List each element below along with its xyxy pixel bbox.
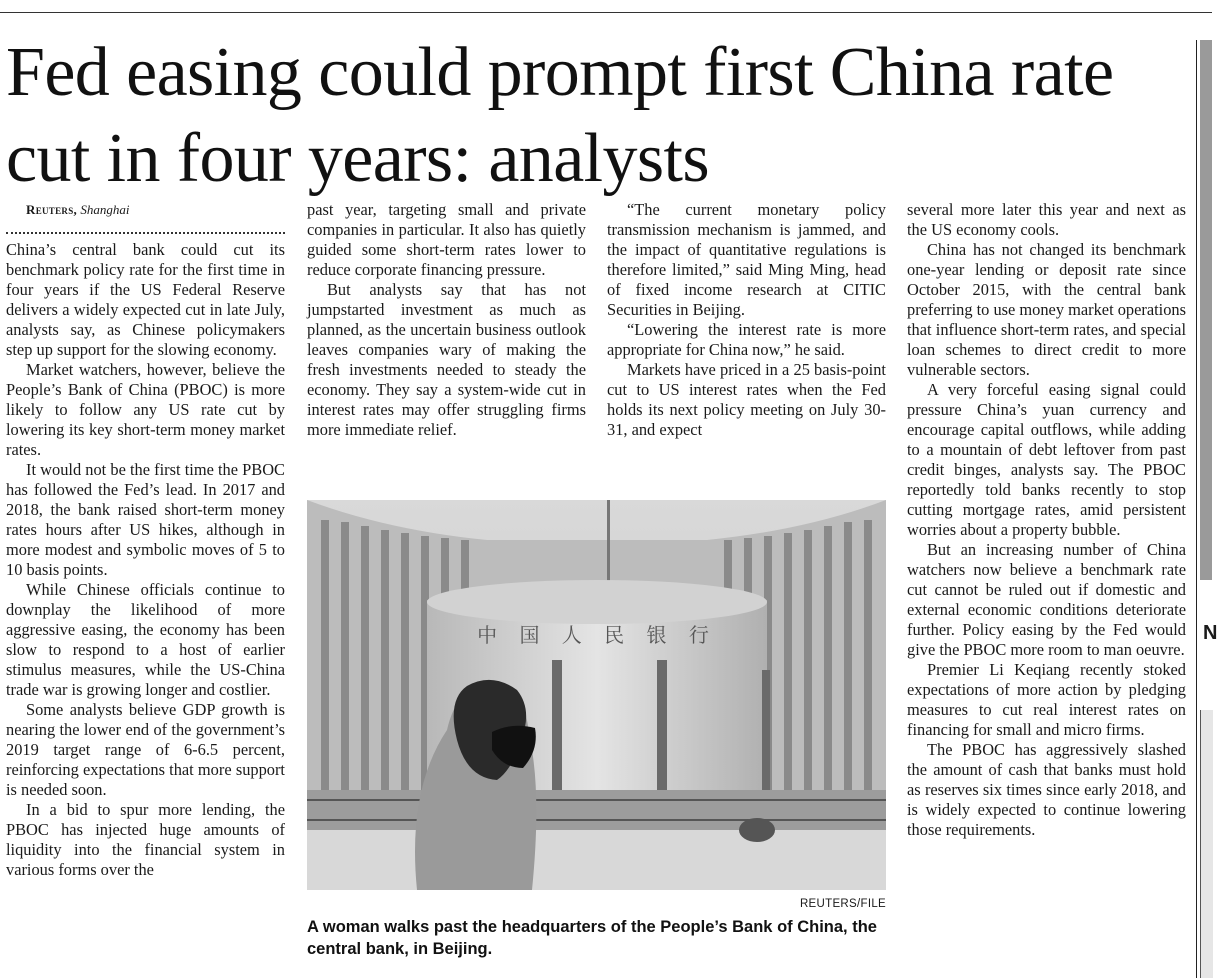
headline: Fed easing could prompt first China rate cut in four years: analysts [6, 34, 1114, 197]
text-column-3 [607, 200, 886, 440]
paragraph: It would not be the first time the PBOC has followed the Fed’s lead. In 2017 and 2018, the bank raised short-term money rates hours after US hikes, although in more modest and symbolic moves of 5 to 10 basis points. [6, 460, 285, 579]
paragraph: A very forceful easing signal could pressure China’s yuan currency and encourage capital outflows, while adding to a mountain of debt leftover from past credit binges, analysts say. The PBOC reportedly told banks recently to stop cutting mortgage rates, amid persistent worries about a property bubble. [907, 380, 1186, 539]
adjacent-page-strip [1200, 40, 1212, 580]
paragraph: But an increasing number of China watchers now believe a benchmark rate cut cannot be ruled out if domestic and external economic conditions deteriorate further. Policy easing by the Fed would give the PBOC more room to man oeuvre. [907, 540, 1186, 659]
paragraph: “The current monetary policy transmission mechanism is jammed, and the impact of quantitative regulations is therefore limited,” said Ming Ming, head of fixed income research at CITIC Securities in Beijing. [607, 200, 886, 319]
paragraph: But analysts say that has not jumpstarted investment as much as planned, as the uncertain business outlook leaves companies wary of making the fresh investments needed to steady the economy. They say a system-wide cut in interest rates may offer struggling firms more immediate relief. [307, 280, 586, 439]
paragraph: In a bid to spur more lending, the PBOC has injected huge amounts of liquidity into the financial system in various forms over the [6, 800, 285, 879]
dotted-separator [6, 222, 285, 234]
photo-caption: A woman walks past the headquarters of the People’s Bank of China, the central bank, in Beijing. [307, 918, 877, 958]
pboc-building-photo [307, 500, 886, 890]
paragraph: several more later this year and next as the US economy cools. [907, 200, 1186, 239]
text-column-2 [307, 200, 586, 440]
paragraph: Markets have priced in a 25 basis-point cut to US interest rates when the Fed holds its next policy meeting on July 30-31, and expect [607, 360, 886, 439]
byline-agency: Reuters, [26, 202, 78, 217]
paragraph: China has not changed its benchmark one-year lending or deposit rate since October 2015, with the central bank preferring to use money market operations that influence short-term rates, and special loan schemes to direct credit to more vulnerable sectors. [907, 240, 1187, 379]
paragraph: The PBOC has aggressively slashed the amount of cash that banks must hold as reserves six times since early 2018, and is widely expected to continue lowering those requirements. [907, 740, 1186, 839]
text-column-4 [907, 200, 1186, 840]
building-sign: 中 国 人 民 银 行 [477, 623, 717, 647]
paragraph: Premier Li Keqiang recently stoked expectations of more action by pledging measures to cut real interest rates on financing for small and micro firms. [907, 660, 1186, 739]
photo-credit: REUTERS/FILE [799, 898, 886, 910]
top-rule [0, 12, 1212, 13]
column-rule-right [1196, 40, 1197, 978]
adjacent-page-strip-lower [1200, 710, 1213, 978]
news-photo [307, 500, 886, 890]
paragraph: While Chinese officials continue to downplay the likelihood of more aggressive easing, the economy has been slow to respond to a host of earlier stimulus measures, while the US-China trade war is growing longer and costlier. [6, 580, 285, 699]
byline-place: Shanghai [80, 202, 130, 217]
paragraph: China’s central bank could cut its benchmark policy rate for the first time in four years if the US Federal Reserve delivers a widely expected cut in late July, analysts say, as Chinese policymakers step up support for the slowing economy. [6, 240, 285, 359]
byline [6, 200, 285, 220]
paragraph: Market watchers, however, believe the People’s Bank of China (PBOC) is more likely to follow any US rate cut by lowering its key short-term money market rates. [6, 360, 285, 459]
paragraph: past year, targeting small and private companies in particular. It also has quietly guided some short-term rates lower to reduce corporate financing pressure. [307, 200, 586, 279]
paragraph: Some analysts believe GDP growth is nearing the lower end of the government’s 2019 target range of 6-6.5 percent, reinforcing expectations that more support is needed soon. [6, 700, 285, 799]
paragraph: “Lowering the interest rate is more appropriate for China now,” he said. [607, 320, 886, 359]
adjacent-text-fragment: N [1203, 622, 1217, 644]
text-column-1 [6, 200, 285, 880]
